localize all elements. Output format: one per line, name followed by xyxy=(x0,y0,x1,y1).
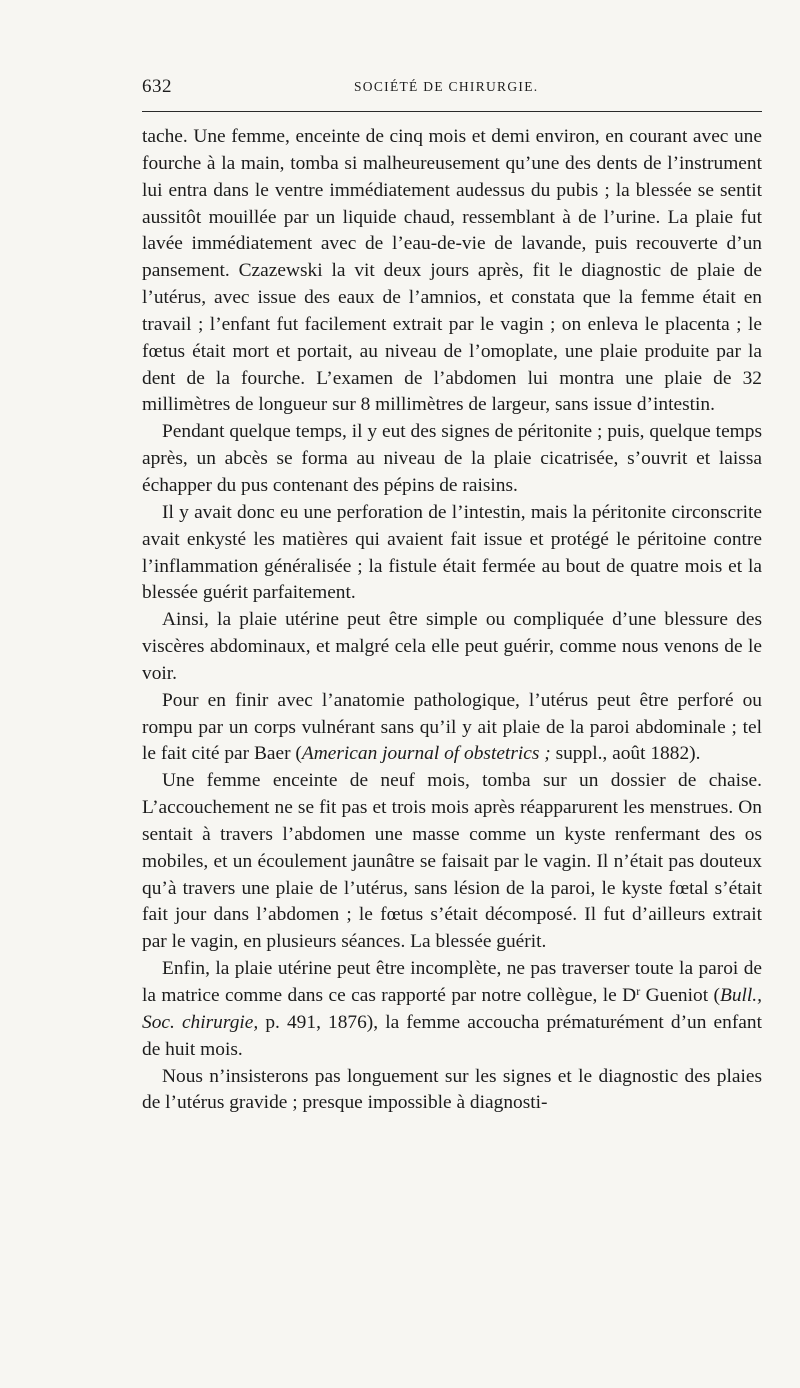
page-number: 632 xyxy=(142,76,172,97)
paragraph-5-text-b: suppl., août 1882). xyxy=(550,743,701,765)
paragraph-7-text-c: p. 491, 1876), la femme accoucha prématurément d’un enfant de huit mois. xyxy=(142,1011,762,1060)
page-header xyxy=(142,76,762,100)
journal-citation: American journal of obstetrics ; xyxy=(301,743,551,765)
paragraph-4: Ainsi, la plaie utérine peut être simple ou compliquée d’une blessure des viscères abdominaux, et malgré cela elle peut guérir, comme nous venons de le voir. xyxy=(142,609,762,684)
paragraph-5-text-a: Pour en finir avec l’anatomie pathologique, l’utérus peut être perforé ou rompu par un corps vulnérant sans qu’il y ait plaie de la paroi abdominale ; tel le fait cité par Baer ( xyxy=(142,689,762,765)
paragraph-7-text-b: Gueniot ( xyxy=(640,985,720,1006)
paragraph-7 xyxy=(142,956,762,1063)
superscript-r: r xyxy=(636,984,641,998)
bulletin-citation: Bull., Soc. chirurgie, xyxy=(142,985,762,1033)
header-rule xyxy=(142,111,762,112)
paragraph-1: tache. Une femme, enceinte de cinq mois et demi environ, en courant avec une fourche à la main, tomba si malheureusement qu’une des dents de l’instrument lui entra dans le ventre immédiatement audessus du pubis ; la blessée se sentit aussitôt mouillée par un liquide chaud, ressemblant à de l’urine. La plaie fut lavée immédiatement avec de l’eau-de-vie de lavande, puis recouverte d’un pansement. Czazewski la vit deux jours après, fit le diagnostic de plaie de l’utérus, avec issue des eaux de l’amnios, et constata que la femme était en travail ; l’enfant fut facilement extrait par le vagin ; on enleva le placenta ; le fœtus était mort et portait, au niveau de l’omoplate, une plaie produite par la dent de la fourche. L’examen de l’abdomen lui montra une plaie de 32 millimètres de longueur sur 8 millimètres de largeur, sans issue d’intestin. xyxy=(142,126,762,416)
running-title: SOCIÉTÉ DE CHIRURGIE. xyxy=(354,79,539,94)
paragraph-7-text-a: Enfin, la plaie utérine peut être incomplète, ne pas traverser toute la paroi de la matrice comme dans ce cas rapporté par notre collègue, le D xyxy=(142,958,762,1006)
paragraph-2: Pendant quelque temps, il y eut des signes de péritonite ; puis, quelque temps après, un abcès se forma au niveau de la plaie cicatrisée, s’ouvrit et laissa échapper du pus contenant des pépins de raisins. xyxy=(142,421,762,496)
paragraph-5 xyxy=(142,688,762,769)
paragraph-6: Une femme enceinte de neuf mois, tomba sur un dossier de chaise. L’accouchement ne se fit pas et trois mois après réapparurent les menstrues. On sentait à travers l’abdomen une masse comme un kyste renfermant des os mobiles, et un écoulement jaunâtre se faisait par le vagin. Il n’était pas douteux qu’à travers une plaie de l’utérus, sans lésion de la paroi, le kyste fœtal s’était fait jour dans l’abdomen ; le fœtus s’était décomposé. Il fut d’ailleurs extrait par le vagin, en plusieurs séances. La blessée guérit. xyxy=(142,770,762,953)
body-text xyxy=(142,124,762,1117)
paragraph-3: Il y avait donc eu une perforation de l’intestin, mais la péritonite circonscrite avait enkysté les matières qui avaient fait issue et protégé le péritoine contre l’inflammation généralisée ; la fistule était fermée au bout de quatre mois et la blessée guérit parfaitement. xyxy=(142,501,762,604)
paragraph-8: Nous n’insisterons pas longuement sur les signes et le diagnostic des plaies de l’utérus gravide ; presque impossible à diagnosti- xyxy=(142,1065,762,1114)
